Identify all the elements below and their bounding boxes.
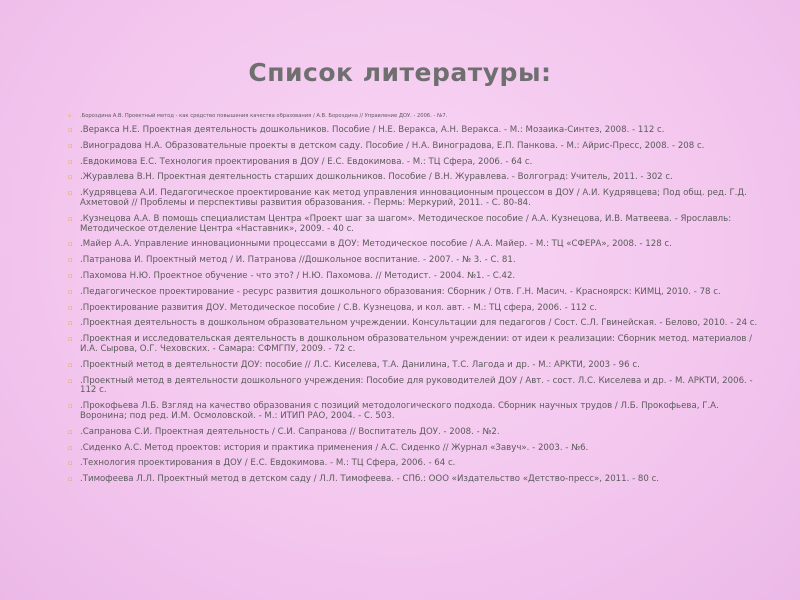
bullet-icon: ▫ <box>68 443 73 452</box>
bullet-icon: ▫ <box>68 319 73 328</box>
reference-text: .Майер А.А. Управление инновационными процессами в ДОУ: Методическое пособие / А.А. Майер. - М.: ТЦ «СФЕРА», 2008. - 128 с. <box>80 239 672 250</box>
bullet-icon: ▫ <box>68 157 73 166</box>
reference-item <box>68 428 758 438</box>
reference-text: .Проектный метод в деятельности ДОУ: пособие // Л.С. Киселева, Т.А. Данилина, Т.С. Лагода и др. - М.: АРКТИ, 2003 - 96 с. <box>80 359 640 370</box>
bullet-icon: ▫ <box>68 214 73 223</box>
reference-item <box>68 361 758 371</box>
bullet-icon: ▫ <box>68 126 73 134</box>
reference-item <box>68 158 758 168</box>
slide-title: Список литературы: <box>248 58 552 87</box>
reference-text: .Проектная деятельность в дошкольном образовательном учреждении. Консультации для педагогов / Сост. С.Л. Гвинейская. - Белово, 2010. - 24 с. <box>80 318 758 329</box>
reference-text: .Технология проектирования в ДОУ / Е.С. Евдокимова. - М.: ТЦ Сфера, 2006. - 64 с. <box>80 458 456 469</box>
bullet-icon: ▫ <box>68 402 73 411</box>
bullet-icon: ▫ <box>68 287 73 296</box>
reference-item <box>68 288 758 298</box>
reference-text: .Педагогическое проектирование - ресурс развития дошкольного образования: Сборник / Отв. Г.Н. Масич. - Красноярск: КИМЦ, 2010. - 78 с. <box>80 286 721 297</box>
reference-item <box>68 256 758 266</box>
bullet-icon: ▫ <box>68 459 73 468</box>
reference-text: .Веракса Н.Е. Проектная деятельность дошкольников. Пособие / Н.Е. Веракса, А.Н. Веракса. - М.: Мозаика-Синтез, 2008. - 112 с. <box>80 125 665 135</box>
reference-text: .Пахомова Н.Ю. Проектное обучение - что это? / Н.Ю. Пахомова. // Методист. - 2004. №1. - С.42. <box>80 270 516 281</box>
reference-item <box>68 402 758 422</box>
bullet-icon: ▫ <box>68 271 73 280</box>
reference-item <box>68 335 758 355</box>
bullet-icon: ▫ <box>68 173 73 182</box>
bullet-icon: ▫ <box>68 376 73 385</box>
reference-item <box>68 113 758 120</box>
reference-list <box>68 113 758 491</box>
reference-item <box>68 444 758 454</box>
reference-text: .Кудрявцева А.И. Педагогическое проектирование как метод управления инновационным процессом в ДОУ / А.И. Кудрявцева; Под общ. ред. Г.Д. Ахметовой // Проблемы и перспективы развития образования. - Пермь: Меркурий, 2011. - С. 80-84. <box>80 188 747 208</box>
reference-text: .Патранова И. Проектный метод / И. Патранова //Дошкольное воспитание. - 2007. - № 3. - С. 81. <box>80 255 516 266</box>
bullet-icon: ▫ <box>68 360 73 369</box>
reference-item <box>68 215 758 235</box>
reference-text: .Проектирование развития ДОУ. Методическое пособие / С.В. Кузнецова, и кол. авт. - М.: ТЦ сфера, 2006. - 112 с. <box>80 302 598 313</box>
reference-text: .Евдокимова Е.С. Технология проектирования в ДОУ / Е.С. Евдокимова. - М.: ТЦ Сфера, 2006. - 64 с. <box>80 156 533 167</box>
reference-item <box>68 142 758 152</box>
bullet-icon: ▫ <box>68 427 73 436</box>
reference-item <box>68 459 758 469</box>
bullet-icon: ▫ <box>68 240 73 249</box>
reference-item <box>68 173 758 183</box>
reference-text: .Проектный метод в деятельности дошкольного учреждения: Пособие для руководителей ДОУ / Авт. - сост. Л.С. Киселева и др. - М. АРКТИ, 2006. - 112 с. <box>80 375 753 396</box>
reference-item <box>68 319 758 329</box>
reference-item <box>68 377 758 397</box>
reference-item <box>68 272 758 282</box>
reference-item <box>68 126 758 136</box>
reference-text: .Сапранова С.И. Проектная деятельность / С.И. Сапранова // Воспитатель ДОУ. - 2008. - №2. <box>80 426 500 437</box>
bullet-icon: ▫ <box>68 303 73 312</box>
reference-text: .Виноградова Н.А. Образовательные проекты в детском саду. Пособие / Н.А. Виноградова, Е.П. Панкова. - М.: Айрис-Пресс, 2008. - 208 с. <box>80 140 705 151</box>
reference-text: .Тимофеева Л.Л. Проектный метод в детском саду / Л.Л. Тимофеева. - СПб.: ООО «Издательство «Детство-пресс», 2011. - 80 с. <box>80 474 660 485</box>
reference-text: .Журавлева В.Н. Проектная деятельность старших дошкольников. Пособие / В.Н. Журавлева. - Волгоград: Учитель, 2011. - 302 с. <box>80 172 673 183</box>
bullet-icon: ▫ <box>68 189 73 198</box>
bullet-icon: ▫ <box>68 141 73 150</box>
bullet-icon: ▫ <box>68 256 73 265</box>
reference-item <box>68 189 758 209</box>
bullet-icon: ▫ <box>68 113 72 119</box>
reference-item <box>68 475 758 485</box>
bullet-icon: ▫ <box>68 335 73 344</box>
reference-text: .Кузнецова А.А. В помощь специалистам Центра «Проект шаг за шагом». Методическое пособие / А.А. Кузнецова, И.В. Матвеева. - Ярославль: Методическое отделение Центра «Наставник», 2009. - 40 с. <box>80 213 732 234</box>
reference-text: .Бороздина А.В. Проектный метод - как средство повышения качества образования / А.В. Бороздина // Управление ДОУ. - 2006. - №7. <box>80 113 448 119</box>
bullet-icon: ▫ <box>68 475 73 484</box>
reference-item <box>68 240 758 250</box>
reference-item <box>68 304 758 314</box>
reference-text: .Проектная и исследовательская деятельность в дошкольном образовательном учреждении: от идеи к реализации: Сборник метод. материалов / И.А. Сырова, О.Г. Чеховских. - Самара: СФМГПУ, 2009. - 72 с. <box>80 334 753 354</box>
reference-text: .Прокофьева Л.Б. Взгляд на качество образования с позиций методологического подхода. Сборник научных трудов / Л.Б. Прокофьева, Г.А. Воронина; под ред. И.М. Осмоловской. - М.: ИТИП РАО, 2004. - С. 503. <box>80 401 719 421</box>
reference-text: .Сиденко А.С. Метод проектов: история и практика применения / А.С. Сиденко // Журнал «Завуч». - 2003. - №6. <box>80 442 589 453</box>
